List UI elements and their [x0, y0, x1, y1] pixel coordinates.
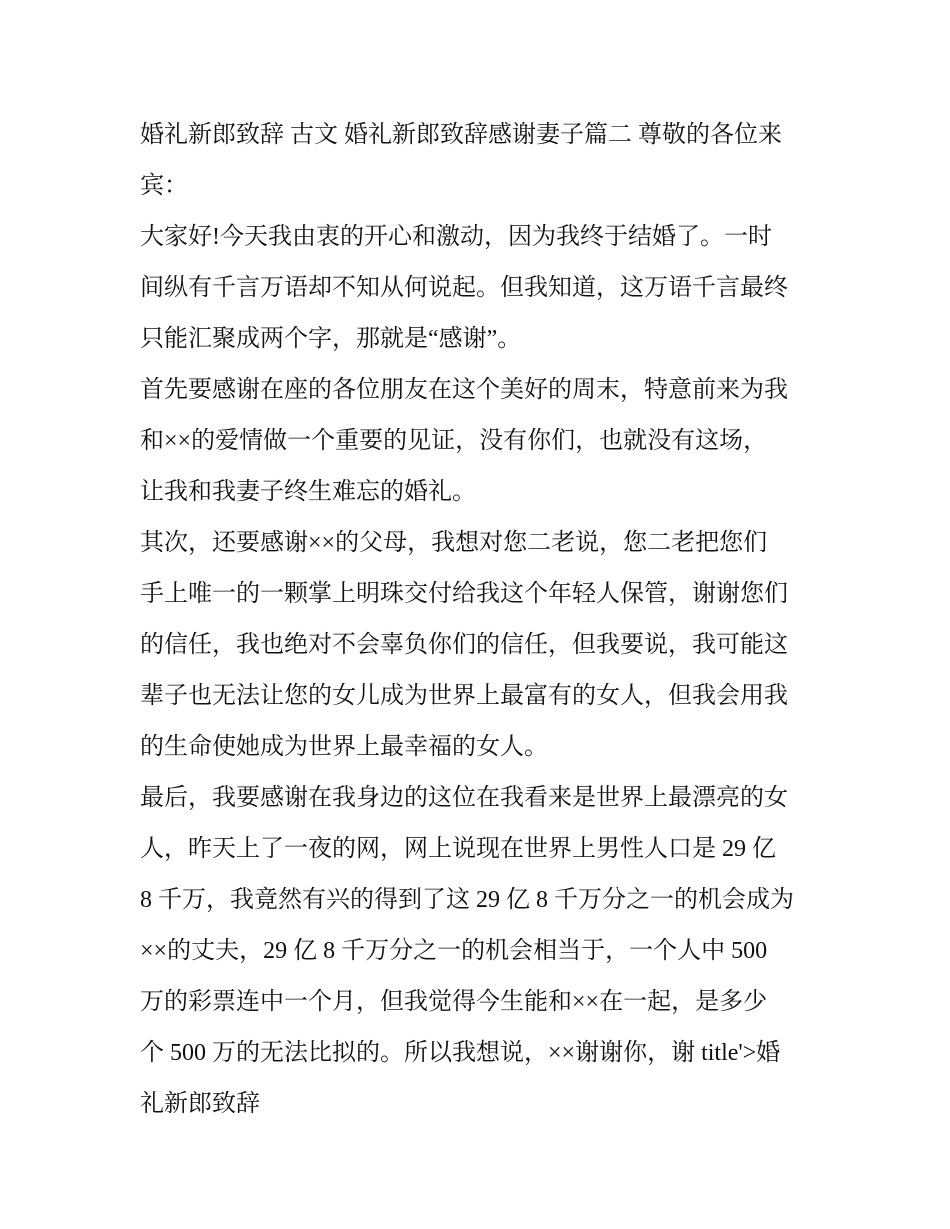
- text-line: 的信任，我也绝对不会辜负你们的信任，但我要说，我可能这: [140, 632, 788, 658]
- text-line: 个 500 万的无法比拟的。所以我想说，××谢谢你，谢 title'>婚: [140, 1040, 781, 1066]
- text-line: 万的彩票连中一个月，但我觉得今生能和××在一起，是多少: [140, 989, 768, 1015]
- text-line: 只能汇聚成两个字，那就是“感谢”。: [140, 326, 522, 352]
- text-line: 大家好!今天我由衷的开心和激动，因为我终于结婚了。一时: [140, 224, 772, 250]
- text-line: 最后，我要感谢在我身边的这位在我看来是世界上最漂亮的女: [140, 785, 788, 811]
- text-line: 宾：: [140, 173, 188, 199]
- text-line: 人，昨天上了一夜的网，网上说现在世界上男性人口是 29 亿: [140, 836, 776, 862]
- text-line: 让我和我妻子终生难忘的婚礼。: [140, 479, 476, 505]
- text-line: 首先要感谢在座的各位朋友在这个美好的周末，特意前来为我: [140, 377, 788, 403]
- text-line: 辈子也无法让您的女儿成为世界上最富有的女人，但我会用我: [140, 683, 788, 709]
- text-line: ××的丈夫，29 亿 8 千万分之一的机会相当于，一个人中 500: [140, 938, 768, 964]
- text-line: 间纵有千言万语却不知从何说起。但我知道，这万语千言最终: [140, 275, 788, 301]
- text-line: 婚礼新郎致辞 古文 婚礼新郎致辞感谢妻子篇二 尊敬的各位来: [140, 122, 782, 148]
- text-line: 的生命使她成为世界上最幸福的女人。: [140, 734, 548, 760]
- document-body: [140, 110, 820, 1130]
- text-line: 礼新郎致辞: [140, 1091, 260, 1117]
- text-line: 其次，还要感谢××的父母，我想对您二老说，您二老把您们: [140, 530, 768, 556]
- text-line: 手上唯一的一颗掌上明珠交付给我这个年轻人保管，谢谢您们: [140, 581, 788, 607]
- text-line: 和××的爱情做一个重要的见证，没有你们，也就没有这场，: [140, 428, 768, 454]
- text-line: 8 千万，我竟然有兴的得到了这 29 亿 8 千万分之一的机会成为: [140, 887, 794, 913]
